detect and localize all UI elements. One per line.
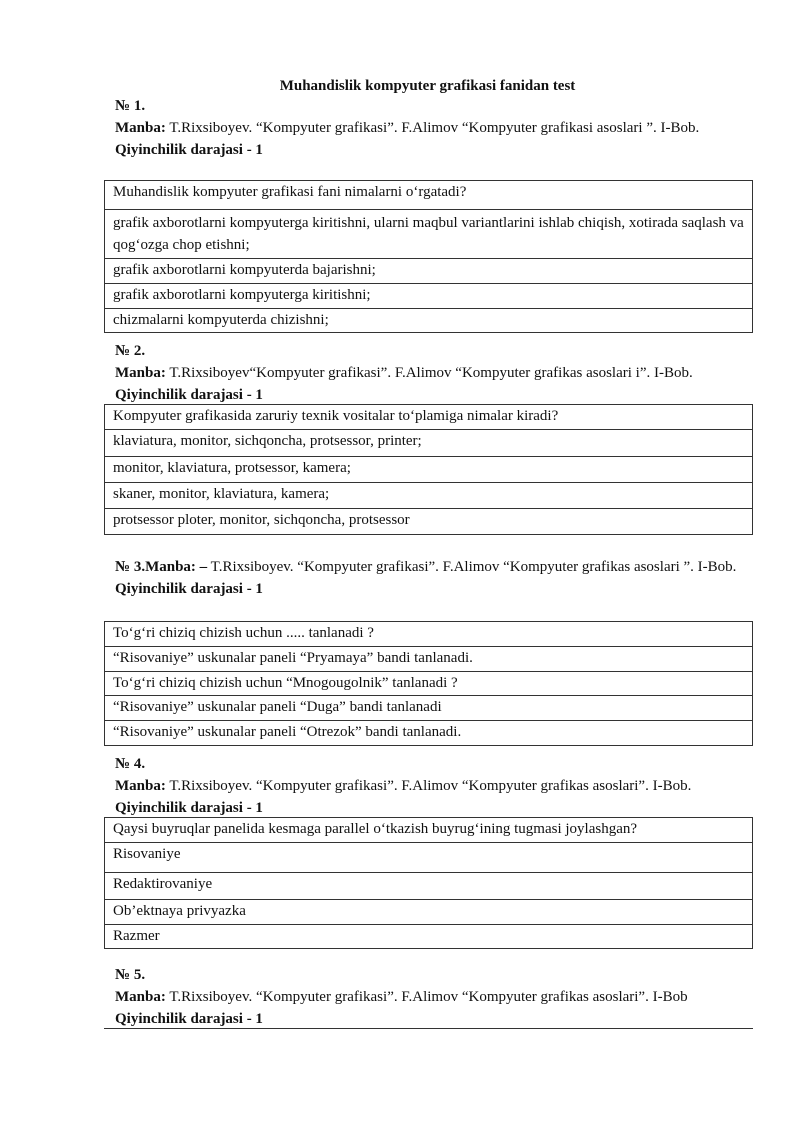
question-source: Manba: T.Rixsiboyev. “Kompyuter grafikasi”. F.Alimov “Kompyuter grafikas asoslari”. I-Bob <box>115 988 688 1005</box>
question-text: To‘g‘ri chiziq chizish uchun ..... tanlanadi ? <box>105 622 753 647</box>
question-5-header <box>115 965 755 1030</box>
question-source: Manba: T.Rixsiboyev“Kompyuter grafikasi”. F.Alimov “Kompyuter grafikas asoslari i”. I-Bob. <box>115 364 693 381</box>
answer-option: grafik axborotlarni kompyuterga kiritishni; <box>105 283 753 308</box>
question-2-header <box>115 341 755 406</box>
answer-option: Redaktirovaniye <box>105 872 753 899</box>
question-1-header <box>115 96 755 161</box>
question-source: № 3.Manba: – T.Rixsiboyev. “Kompyuter grafikasi”. F.Alimov “Kompyuter grafikas asoslari ”. I-Bob. <box>115 559 737 575</box>
question-text: Qaysi buyruqlar panelida kesmaga parallel o‘tkazish buyrug‘ining tugmasi joylashgan? <box>105 818 753 843</box>
answer-option: chizmalarni kompyuterda chizishni; <box>105 308 753 333</box>
answer-option: skaner, monitor, klaviatura, kamera; <box>105 482 753 508</box>
question-number: № 4. <box>115 756 146 772</box>
difficulty-level: Qiyinchilik darajasi - 1 <box>115 580 263 597</box>
question-4-table <box>104 817 753 949</box>
question-1-table <box>104 180 753 333</box>
difficulty-level: Qiyinchilik darajasi - 1 <box>115 799 263 816</box>
question-number: № 2. <box>115 343 146 359</box>
question-number: № 1. <box>115 98 146 114</box>
question-number: № 5. <box>115 967 146 983</box>
answer-option: grafik axborotlarni kompyuterga kiritishni, ularni maqbul variantlarini ishlab chiqish, xotirada saqlash va qog‘ozga chop etishni; <box>105 210 753 259</box>
question-source: Manba: T.Rixsiboyev. “Kompyuter grafikasi”. F.Alimov “Kompyuter grafikas asoslari”. I-Bob. <box>115 777 692 794</box>
document-title: Muhandislik kompyuter grafikasi fanidan test <box>279 78 576 94</box>
answer-option: Risovaniye <box>105 842 753 872</box>
answer-option: protsessor ploter, monitor, sichqoncha, protsessor <box>105 508 753 534</box>
answer-option: Ob’ektnaya privyazka <box>105 899 753 924</box>
answer-option: Razmer <box>105 924 753 949</box>
question-4-header <box>115 754 755 819</box>
answer-option: monitor, klaviatura, protsessor, kamera; <box>105 456 753 482</box>
difficulty-level: Qiyinchilik darajasi - 1 <box>115 141 263 158</box>
answer-option: “Risovaniye” uskunalar paneli “Pryamaya” bandi tanlanadi. <box>105 646 753 671</box>
answer-option: klaviatura, monitor, sichqoncha, protsessor, printer; <box>105 429 753 456</box>
answer-option: “Risovaniye” uskunalar paneli “Duga” bandi tanlanadi <box>105 696 753 721</box>
answer-option: “Risovaniye” uskunalar paneli “Otrezok” bandi tanlanadi. <box>105 721 753 746</box>
question-2-table <box>104 404 753 535</box>
question-3-table <box>104 621 753 746</box>
question-text: Kompyuter grafikasida zaruriy texnik vositalar to‘plamiga nimalar kiradi? <box>105 405 753 430</box>
difficulty-level: Qiyinchilik darajasi - 1 <box>115 386 263 403</box>
question-source: Manba: T.Rixsiboyev. “Kompyuter grafikasi”. F.Alimov “Kompyuter grafikasi asoslari ”. I-Bob. <box>115 119 700 136</box>
answer-option: grafik axborotlarni kompyuterda bajarishni; <box>105 259 753 284</box>
question-3-header <box>115 557 755 601</box>
table-top-border <box>104 1028 753 1029</box>
question-text: Muhandislik kompyuter grafikasi fani nimalarni o‘rgatadi? <box>105 181 753 210</box>
answer-option: To‘g‘ri chiziq chizish uchun “Mnogougolnik” tanlanadi ? <box>105 671 753 696</box>
difficulty-level: Qiyinchilik darajasi - 1 <box>115 1010 263 1027</box>
